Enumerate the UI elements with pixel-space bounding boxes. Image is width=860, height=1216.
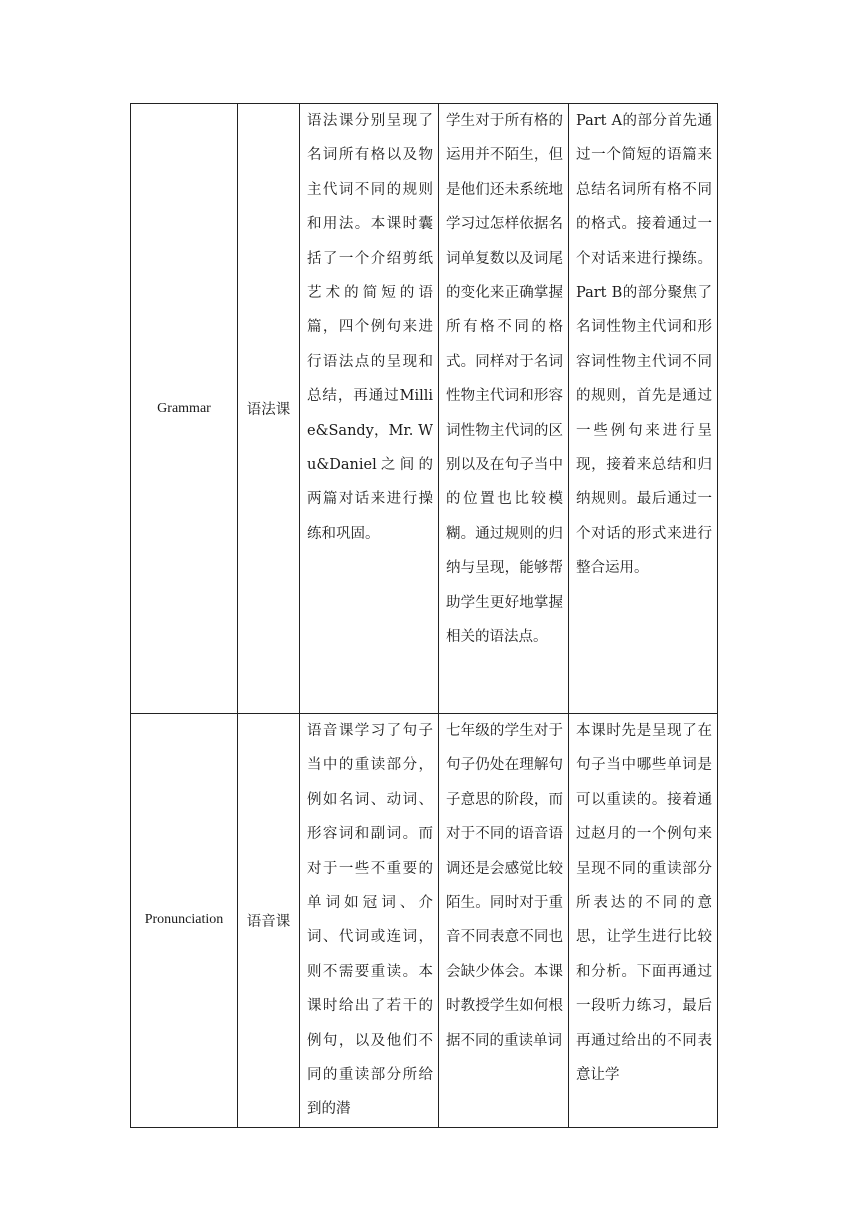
- student-analysis-cell: [439, 714, 569, 1128]
- content-cell: [300, 104, 439, 714]
- lesson-type-cn: 语法课: [238, 104, 300, 714]
- table-row-grammar: [131, 104, 718, 714]
- content-text: 语音课学习了句子当中的重读部分，例如名词、动词、形容词和副词。而对于一些不重要的单词如冠词、介词、代词或连词，则不需要重读。本课时给出了若干的例句，以及他们不同的重读部分所给到的潜: [307, 723, 433, 1118]
- design-cell: [569, 104, 718, 714]
- lesson-type-en: Grammar: [131, 104, 238, 714]
- content-text: 语法课分别呈现了名词所有格以及物主代词不同的规则和用法。本课时囊括了一个介绍剪纸艺术的简短的语篇，四个例句来进行语法点的呈现和总结，再通过Millie&Sandy，Mr. Wu&Daniel之间的两篇对话来进行操练和巩固。: [307, 113, 433, 542]
- design-cell: [569, 714, 718, 1128]
- lesson-type-cn: 语音课: [238, 714, 300, 1128]
- student-analysis-text: 七年级的学生对于句子仍处在理解句子意思的阶段，而对于不同的语音语调还是会感觉比较陌生。同时对于重音不同表意不同也会缺少体会。本课时教授学生如何根据不同的重读单词: [446, 723, 563, 1049]
- student-analysis-cell: [439, 104, 569, 714]
- table-row-pronunciation: [131, 714, 718, 1128]
- design-text: 本课时先是呈现了在句子当中哪些单词是可以重读的。接着通过赵月的一个例句来呈现不同的重读部分所表达的不同的意思，让学生进行比较和分析。下面再通过一段听力练习，最后再通过给出的不同表意让学: [576, 723, 712, 1084]
- lesson-type-en: Pronunciation: [131, 714, 238, 1128]
- lesson-analysis-table: [130, 103, 718, 1128]
- design-text: Part A的部分首先通过一个简短的语篇来总结名词所有格不同的格式。接着通过一个对话来进行操练。Part B的部分聚焦了名词性物主代词和形容词性物主代词不同的规则，首先是通过一些例句来进行呈现，接着来总结和归纳规则。最后通过一个对话的形式来进行整合运用。: [576, 113, 712, 577]
- content-cell: [300, 714, 439, 1128]
- student-analysis-text: 学生对于所有格的运用并不陌生，但是他们还未系统地学习过怎样依据名词单复数以及词尾的变化来正确掌握所有格不同的格式。同样对于名词性物主代词和形容词性物主代词的区别以及在句子当中的位置也比较模糊。通过规则的归纳与呈现，能够帮助学生更好地掌握相关的语法点。: [446, 113, 563, 646]
